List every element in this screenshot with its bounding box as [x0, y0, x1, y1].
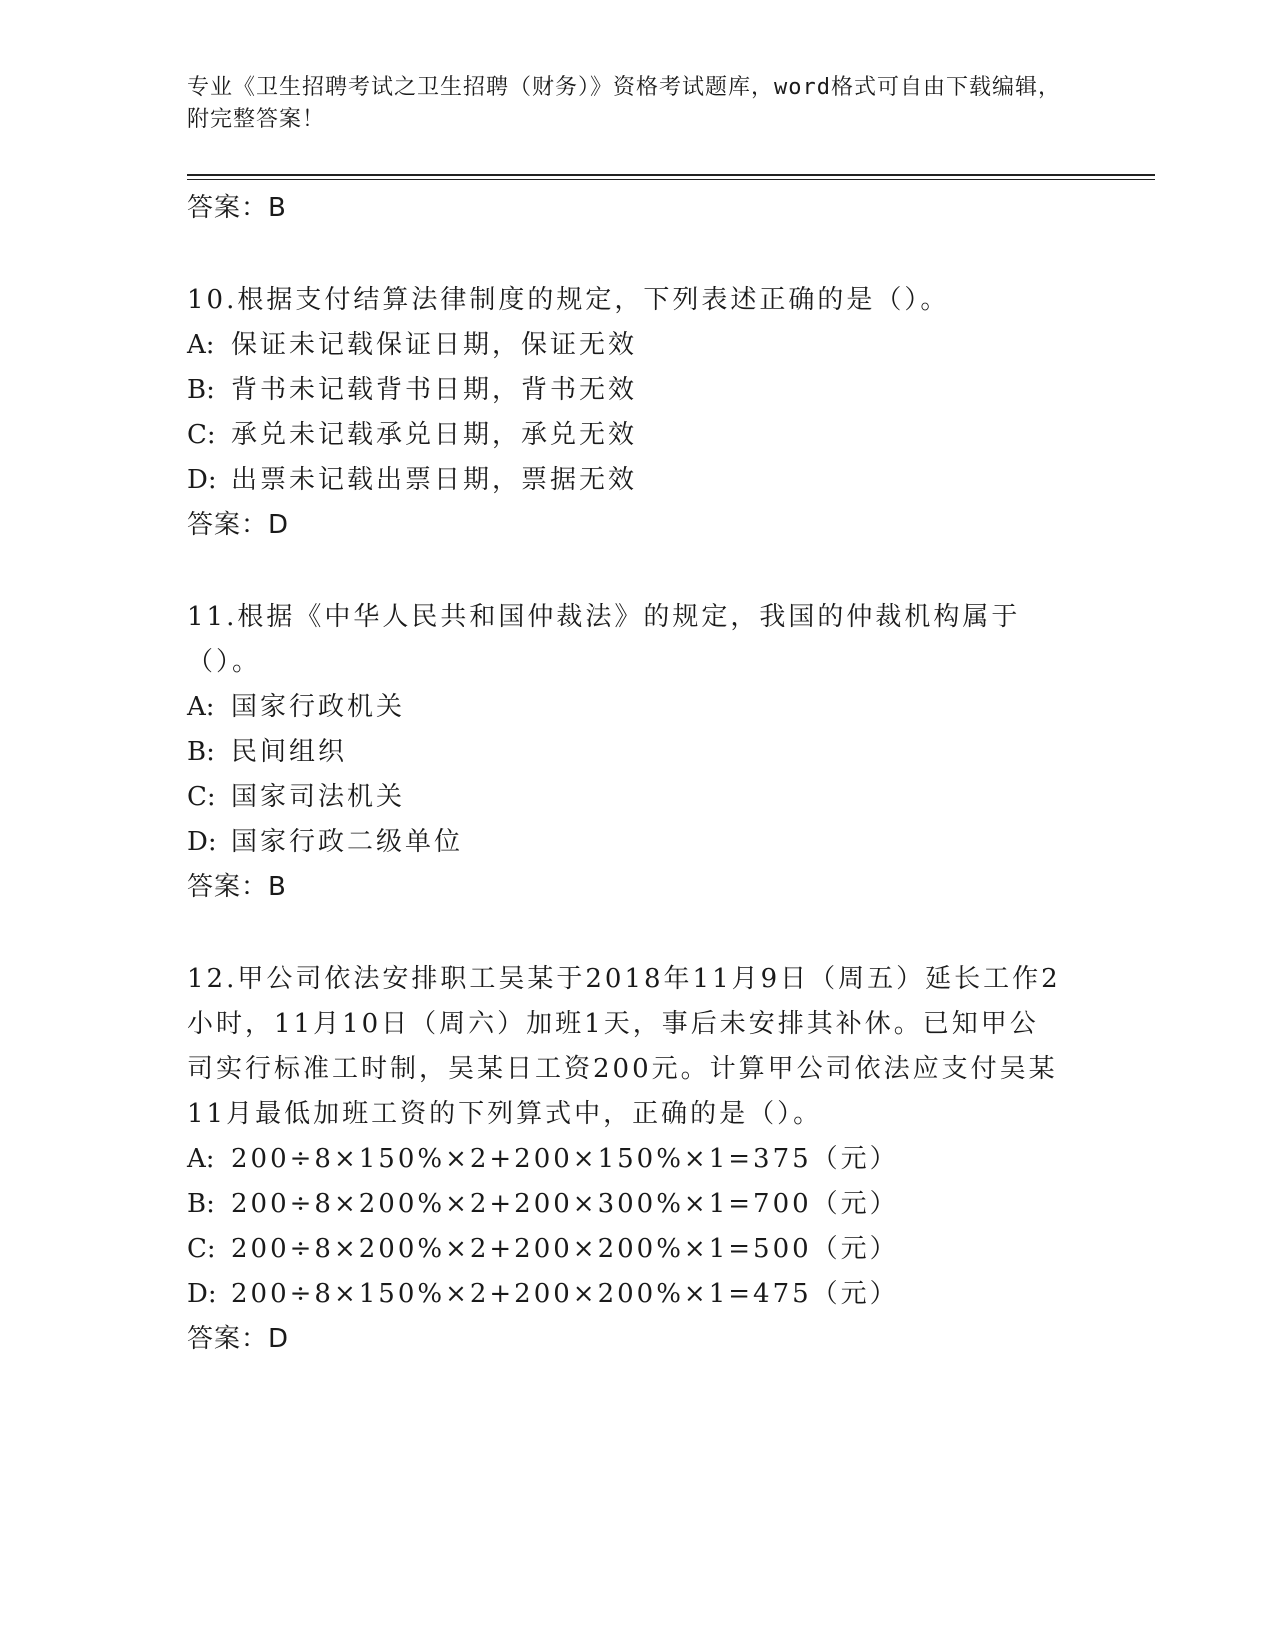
header-divider-thin	[187, 179, 1155, 180]
option-a	[187, 323, 1157, 368]
question-number: 10.	[187, 285, 238, 315]
question-12	[187, 957, 1157, 1361]
option-text: 200÷8×200%×2+200×300%×1=700（元）	[231, 1189, 899, 1219]
question-answer	[187, 503, 1157, 547]
question-number: 12.	[187, 964, 238, 994]
question-text: 根据支付结算法律制度的规定，下列表述正确的是（）。	[237, 285, 950, 315]
answer-value: B	[268, 872, 287, 902]
option-text: 民间组织	[231, 737, 348, 767]
answer-value: D	[268, 510, 290, 540]
option-a	[187, 1137, 1157, 1182]
option-letter: D:	[187, 465, 217, 495]
question-11	[187, 595, 1157, 909]
answer-label: 答案：	[187, 1324, 269, 1354]
option-letter: A:	[187, 692, 215, 722]
option-letter: A:	[187, 1144, 215, 1174]
document-page	[187, 72, 1157, 1361]
option-letter: B:	[187, 1189, 215, 1219]
option-d	[187, 820, 1157, 865]
option-text: 保证未记载保证日期，保证无效	[231, 330, 638, 360]
answer-label: 答案：	[187, 510, 269, 540]
option-c	[187, 1227, 1157, 1272]
option-b	[187, 730, 1157, 775]
option-b	[187, 1182, 1157, 1227]
option-letter: C:	[187, 782, 216, 812]
answer-value: B	[268, 193, 287, 223]
option-text: 国家行政二级单位	[231, 827, 464, 857]
option-c	[187, 413, 1157, 458]
option-text: 国家行政机关	[231, 692, 406, 722]
question-answer	[187, 865, 1157, 909]
option-d	[187, 1272, 1157, 1317]
question-10	[187, 278, 1157, 547]
question-text: 甲公司依法安排职工吴某于2018年11月9日（周五）延长工作2小时，11月10日（周六）加班1天，事后未安排其补休。已知甲公司实行标准工时制，吴某日工资200元。计算甲公司依法应支付吴某11月最低加班工资的下列算式中，正确的是（）。	[187, 964, 1061, 1129]
option-text: 出票未记载出票日期，票据无效	[231, 465, 638, 495]
option-text: 200÷8×150%×2+200×150%×1=375（元）	[231, 1144, 899, 1174]
question-stem	[187, 595, 1067, 685]
option-b	[187, 368, 1157, 413]
question-stem	[187, 957, 1067, 1137]
answer-value: D	[268, 1324, 290, 1354]
option-letter: D:	[187, 1279, 217, 1309]
option-text: 承兑未记载承兑日期，承兑无效	[231, 420, 638, 450]
document-header: 专业《卫生招聘考试之卫生招聘（财务）》资格考试题库，word格式可自由下载编辑，附完整答案！	[187, 75, 1061, 132]
option-letter: B:	[187, 737, 215, 767]
option-text: 背书未记载背书日期，背书无效	[231, 375, 638, 405]
option-letter: D:	[187, 827, 217, 857]
question-answer	[187, 1317, 1157, 1361]
option-d	[187, 458, 1157, 503]
option-c	[187, 775, 1157, 820]
answer-label: 答案：	[187, 193, 269, 223]
option-text: 国家司法机关	[231, 782, 406, 812]
option-letter: C:	[187, 420, 216, 450]
question-text: 根据《中华人民共和国仲裁法》的规定，我国的仲裁机构属于（）。	[187, 602, 1021, 677]
option-letter: A:	[187, 330, 215, 360]
option-text: 200÷8×150%×2+200×200%×1=475（元）	[231, 1279, 899, 1309]
option-text: 200÷8×200%×2+200×200%×1=500（元）	[231, 1234, 899, 1264]
question-number: 11.	[187, 602, 238, 632]
answer-label: 答案：	[187, 872, 269, 902]
option-letter: C:	[187, 1234, 216, 1264]
previous-answer	[187, 186, 1157, 230]
header-divider	[187, 174, 1155, 176]
option-a	[187, 685, 1157, 730]
question-stem	[187, 278, 1067, 323]
option-letter: B:	[187, 375, 215, 405]
